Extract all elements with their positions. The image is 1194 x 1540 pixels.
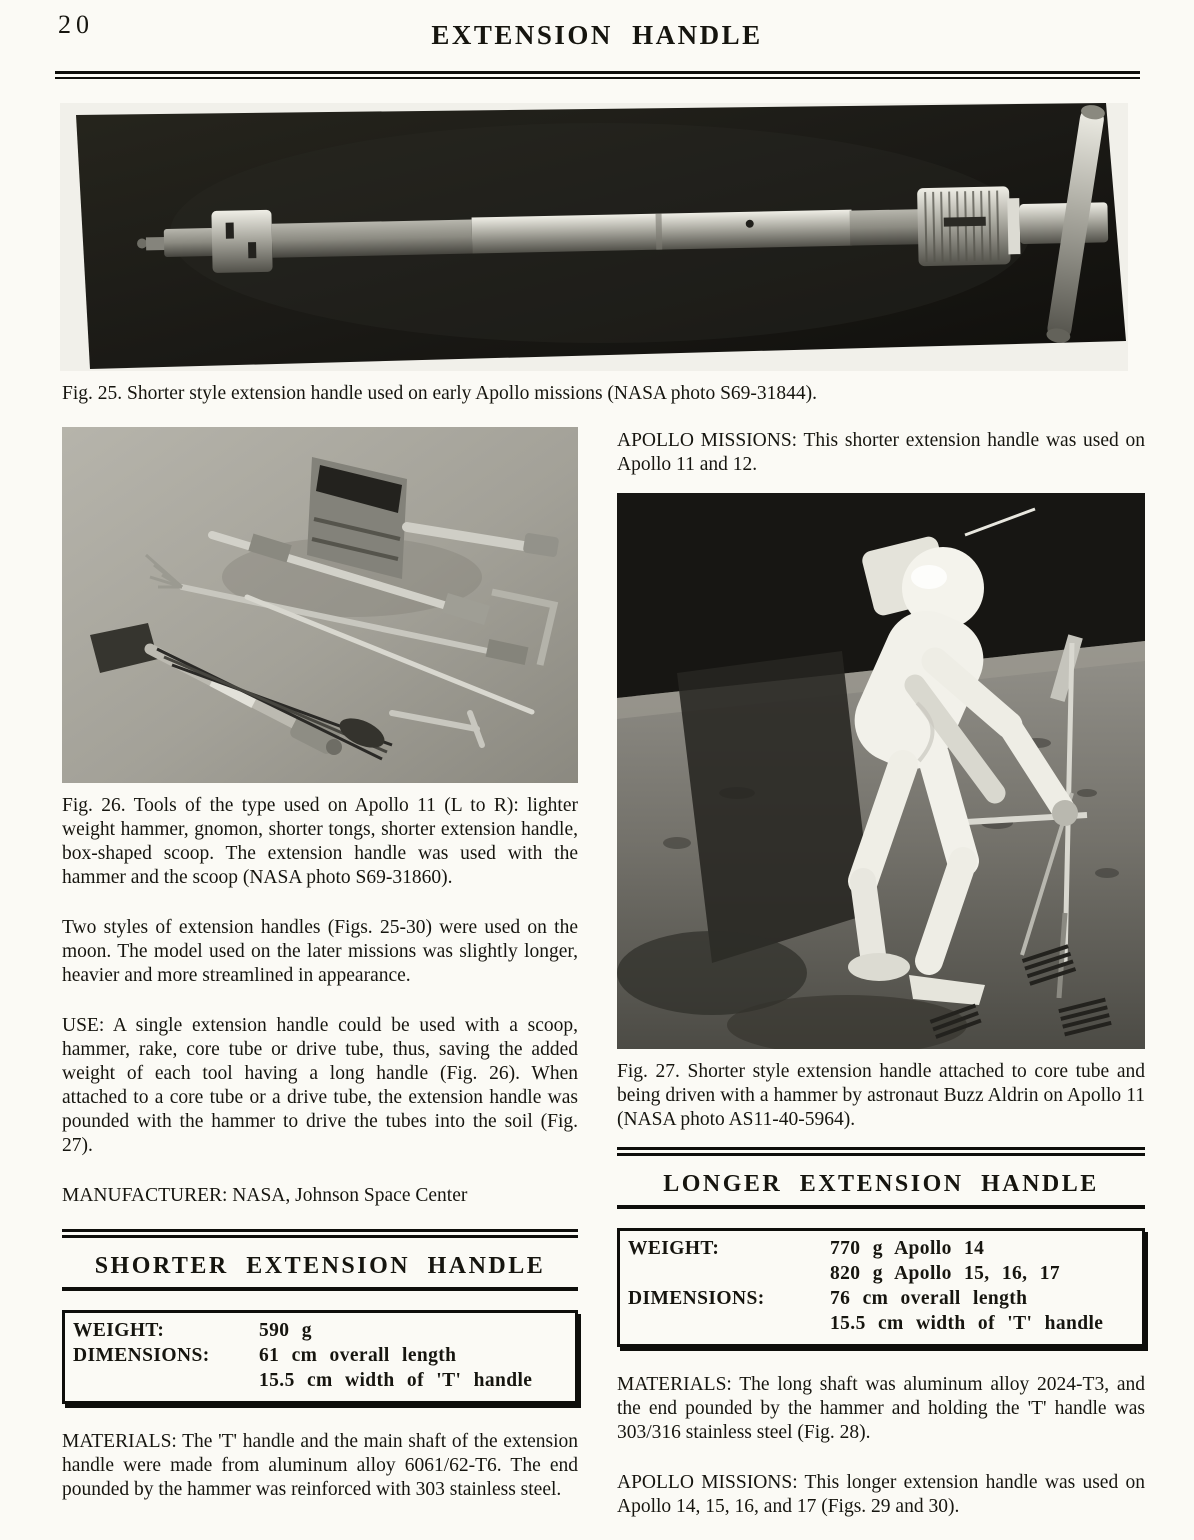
spec-row (73, 1318, 567, 1343)
spec-row (628, 1286, 1134, 1311)
intro-paragraph: Two styles of extension handles (Figs. 25-30) were used on the moon. The model used on the later missions was slightly longer, heavier and more streamlined in appearance. (62, 917, 578, 987)
page-title: EXTENSION HANDLE (431, 20, 763, 50)
spec-value: 770 g Apollo 14 (830, 1238, 985, 1260)
fig25-photo (60, 103, 1128, 371)
spec-row (628, 1311, 1134, 1336)
shorter-handle-spec-box (62, 1310, 578, 1404)
spec-row (73, 1343, 567, 1368)
fig27-caption: Fig. 27. Shorter style extension handle attached to core tube and being driven with a hammer by astronaut Buzz Aldrin on Apollo 11 (NASA photo AS11-40-5964). (617, 1061, 1145, 1131)
fig27-photo (617, 493, 1145, 1049)
spec-value: 61 cm overall length (259, 1345, 457, 1367)
longer-handle-section-title: LONGER EXTENSION HANDLE (617, 1171, 1145, 1209)
spec-row (628, 1261, 1134, 1286)
spec-row (73, 1368, 567, 1393)
use-paragraph: USE: A single extension handle could be used with a scoop, hammer, rake, core tube or drive tube, thus, saving the added weight of each tool having a long handle (Fig. 26). When attached to a core tube or a drive tube, the extension handle was pounded with the hammer to drive the tubes into the soil (Fig. 27). (62, 1015, 578, 1157)
right-column (617, 427, 1145, 1519)
manufacturer-line: MANUFACTURER: NASA, Johnson Space Center (62, 1185, 468, 1207)
spec-label (628, 1261, 830, 1286)
section-divider (62, 1229, 578, 1238)
spec-value: 820 g Apollo 15, 16, 17 (830, 1263, 1061, 1285)
fig25-extension-handle-illustration (60, 103, 1128, 371)
fig26-photo (62, 427, 578, 783)
materials-paragraph-longer: MATERIALS: The long shaft was aluminum alloy 2024-T3, and the end pounded by the hammer and holding the 'T' handle was 303/316 stainless steel (Fig. 28). (617, 1374, 1145, 1444)
spec-value: 15.5 cm width of 'T' handle (830, 1313, 1104, 1335)
spec-label (628, 1311, 830, 1336)
left-column (62, 427, 578, 1519)
fig27-astronaut-illustration (617, 493, 1145, 1049)
fig26-tools-illustration (62, 427, 578, 783)
section-divider (617, 1147, 1145, 1156)
fig26-caption: Fig. 26. Tools of the type used on Apollo 11 (L to R): lighter weight hammer, gnomon, shorter tongs, shorter extension handle, box-shaped scoop. The extension handle was used with the hammer and the scoop (NASA photo S69-31860). (62, 795, 578, 889)
spec-label (73, 1368, 259, 1393)
spec-value: 590 g (259, 1320, 312, 1342)
page-header (0, 0, 1194, 62)
spec-row (628, 1236, 1134, 1261)
spec-label: DIMENSIONS: (73, 1345, 210, 1367)
fig25-caption: Fig. 25. Shorter style extension handle used on early Apollo missions (NASA photo S69-31844). (62, 383, 818, 404)
page-number: 20 (58, 10, 94, 39)
longer-handle-spec-box (617, 1228, 1145, 1347)
spec-label: WEIGHT: (628, 1238, 720, 1260)
spec-label: DIMENSIONS: (628, 1288, 765, 1310)
shorter-handle-section-title: SHORTER EXTENSION HANDLE (62, 1253, 578, 1291)
header-rule (55, 71, 1140, 79)
materials-paragraph-shorter: MATERIALS: The 'T' handle and the main shaft of the extension handle were made from aluminum alloy 6061/62-T6. The end pounded by the hammer was reinforced with 303 stainless steel. (62, 1431, 578, 1501)
spec-label: WEIGHT: (73, 1320, 165, 1342)
apollo-missions-shorter: APOLLO MISSIONS: This shorter extension handle was used on Apollo 11 and 12. (617, 430, 1145, 476)
apollo-missions-longer: APOLLO MISSIONS: This longer extension handle was used on Apollo 14, 15, 16, and 17 (Figs. 29 and 30). (617, 1472, 1145, 1518)
spec-value: 15.5 cm width of 'T' handle (259, 1370, 533, 1392)
spec-value: 76 cm overall length (830, 1288, 1028, 1310)
two-column-body (62, 427, 1146, 1519)
